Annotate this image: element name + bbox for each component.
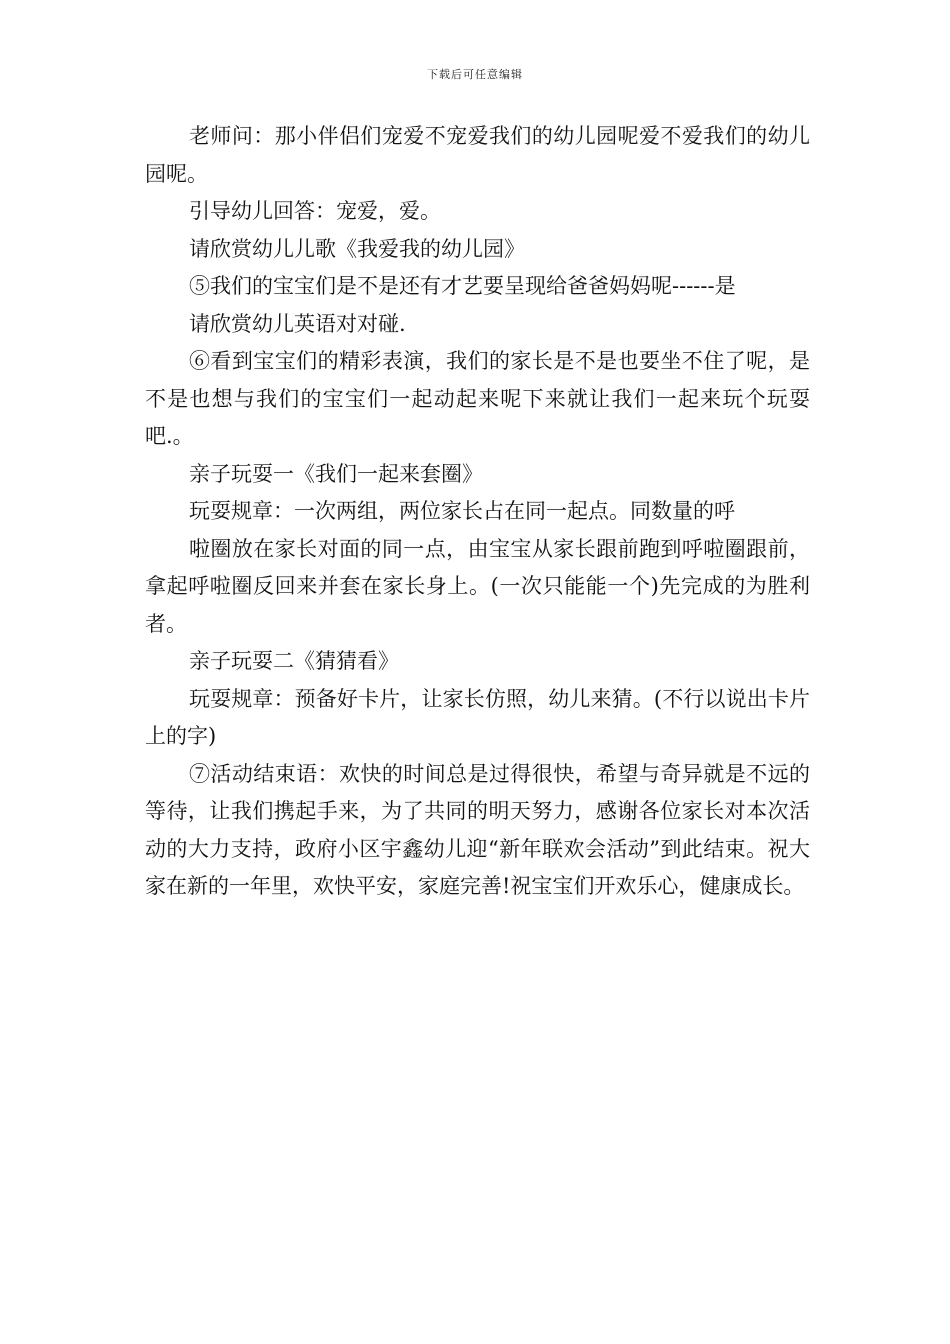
paragraph-talent: ⑤我们的宝宝们是不是还有才艺要呈现给爸爸妈妈呢------是 [189,274,736,298]
header-note: 下载后可任意编辑 [427,68,523,81]
paragraph-game-two-title: 亲子玩耍二《猜猜看》 [189,649,399,673]
paragraph-closing-speech: ⑦活动结束语：欢快的时间总是过得很快，希望与奇异就是不远的等待，让我们携起手来，为了共同的明天努力，感谢各位家长对本次活动的大力支持，政府小区宇鑫幼儿迎“新年联欢会活动”到此结束。祝大家在新的一年里，欢快平安，家庭完善!祝宝宝们开欢乐心，健康成长。 [145,761,810,898]
paragraph-game-one-title: 亲子玩耍一《我们一起来套圈》 [189,461,483,486]
paragraph-guide-answer: 引导幼儿回答：宠爱，爱。 [189,199,441,223]
paragraph-game-two-rules: 玩耍规章：预备好卡片，让家长仿照，幼儿来猜。(不行以说出卡片上的字) [145,686,810,748]
paragraph-game-one-details: 啦圈放在家长对面的同一点，由宝宝从家长跟前跑到呼啦圈跟前，拿起呼啦圈反回来并套在家长身上。(一次只能能一个)先完成的为胜利者。 [145,536,810,636]
document-body [145,118,810,906]
paragraph-song: 请欣赏幼儿儿歌《我爱我的幼儿园》 [189,236,525,261]
paragraph-game-one-rules: 玩耍规章：一次两组，两位家长占在同一起点。同数量的呼 [189,499,735,523]
paragraph-parents-join: ⑥看到宝宝们的精彩表演，我们的家长是不是也要坐不住了呢，是不是也想与我们的宝宝们一起动起来呢下来就让我们一起来玩个玩耍吧.。 [145,349,810,448]
paragraph-english: 请欣赏幼儿英语对对碰. [189,311,406,336]
paragraph-teacher-question: 老师问：那小伴侣们宠爱不宠爱我们的幼儿园呢爱不爱我们的幼儿园呢。 [145,124,810,186]
